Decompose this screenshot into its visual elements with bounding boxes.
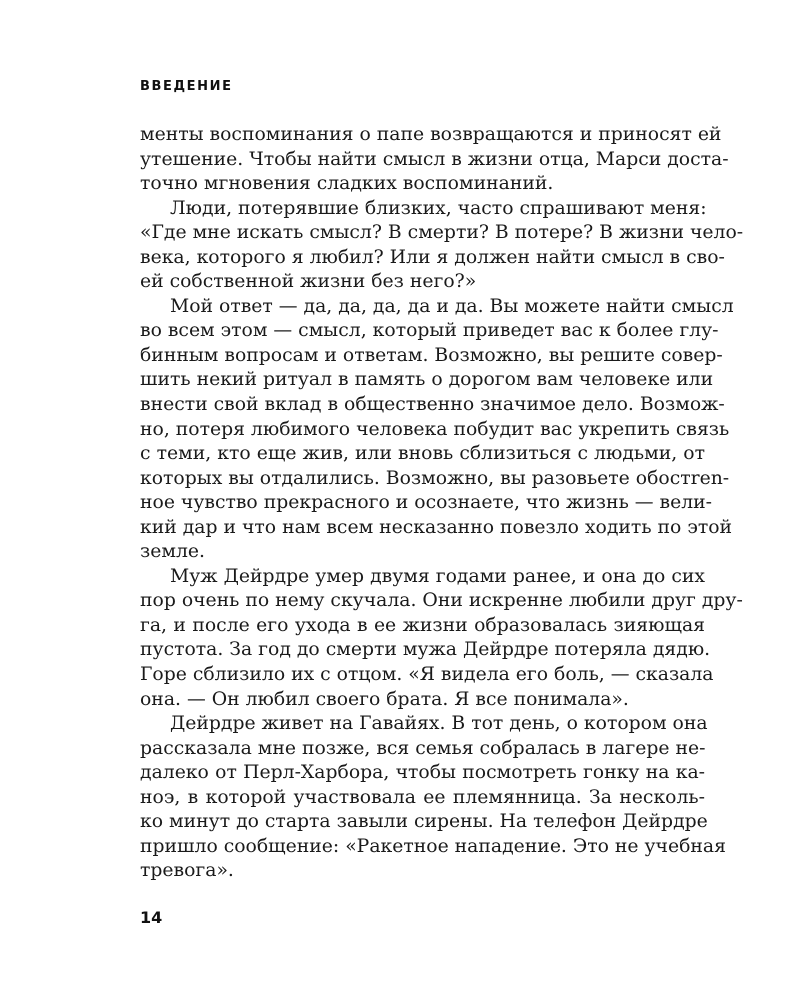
text-line: во всем этом — смысл, который приведет вас к более глу- [140,320,719,342]
text-line: Горе сблизило их с отцом. «Я видела его боль, — сказала [140,664,714,686]
text-line: земле. [140,541,205,563]
text-line: с теми, кто еще жив, или вновь сблизиться с людьми, от [140,443,705,465]
text-line: кий дар и что нам всем несказанно повезло ходить по этой [140,516,733,538]
text-line: рассказала мне позже, вся семья собралась в лагере не- [140,737,706,759]
running-head: ВВЕДЕНИЕ [140,79,233,94]
text-line: ноэ, в которой участвовала ее племянница. За несколь- [140,786,705,808]
text-line: тревога». [140,860,234,882]
text-line: но, потеря любимого человека побудит вас укрепить связь [140,418,730,440]
text-line: она. — Он любил своего брата. Я все понимала». [140,688,629,710]
paragraph-first-line: Люди, потерявшие близких, часто спрашивают меня: [170,197,707,219]
text-line: века, которого я любил? Или я должен найти смысл в сво- [140,246,725,268]
page-number: 14 [140,908,163,927]
text-line: менты воспоминания о папе возвращаются и приносят ей [140,124,722,145]
text-line: пустота. За год до смерти мужа Дейрдре потеряла дядю. [140,639,711,661]
text-line: бинным вопросам и ответам. Возможно, вы решите совер- [140,344,723,366]
paragraph-first-line: Муж Дейрдре умер двумя годами ранее, и она до сих [170,565,705,587]
text-line: утешение. Чтобы найти смысл в жизни отца, Марси доста- [140,148,729,170]
text-line: ко минут до старта завыли сирены. На телефон Дейрдре [140,811,708,833]
text-line: внести свой вклад в общественно значимое дело. Возмож- [140,394,725,416]
text-line: шить некий ритуал в память о дорогом вам человеке или [140,369,714,391]
paragraph-first-line: Дейрдре живет на Гавайях. В тот день, о котором она [170,713,708,735]
text-line: которых вы отдалились. Возможно, вы разовьете обостren- [140,467,730,489]
text-line: ное чувство прекрасного и осознаете, что жизнь — вели- [140,492,712,514]
text-line: точно мгновения сладких воспоминаний. [140,173,554,195]
paragraph-first-line: Мой ответ — да, да, да, да и да. Вы можете найти смысл [170,295,734,317]
text-line: га, и после его ухода в ее жизни образовалась зияющая [140,614,705,636]
text-line: пор очень по нему скучала. Они искренне любили друг дру- [140,590,743,612]
text-line: ей собственной жизни без него?» [140,271,477,293]
text-line: далеко от Перл-Харбора, чтобы посмотреть гонку на ка- [140,762,705,784]
body-text [140,123,744,884]
text-line: пришло сообщение: «Ракетное нападение. Это не учебная [140,835,726,857]
text-line: «Где мне искать смысл? В смерти? В потере? В жизни чело- [140,222,744,244]
